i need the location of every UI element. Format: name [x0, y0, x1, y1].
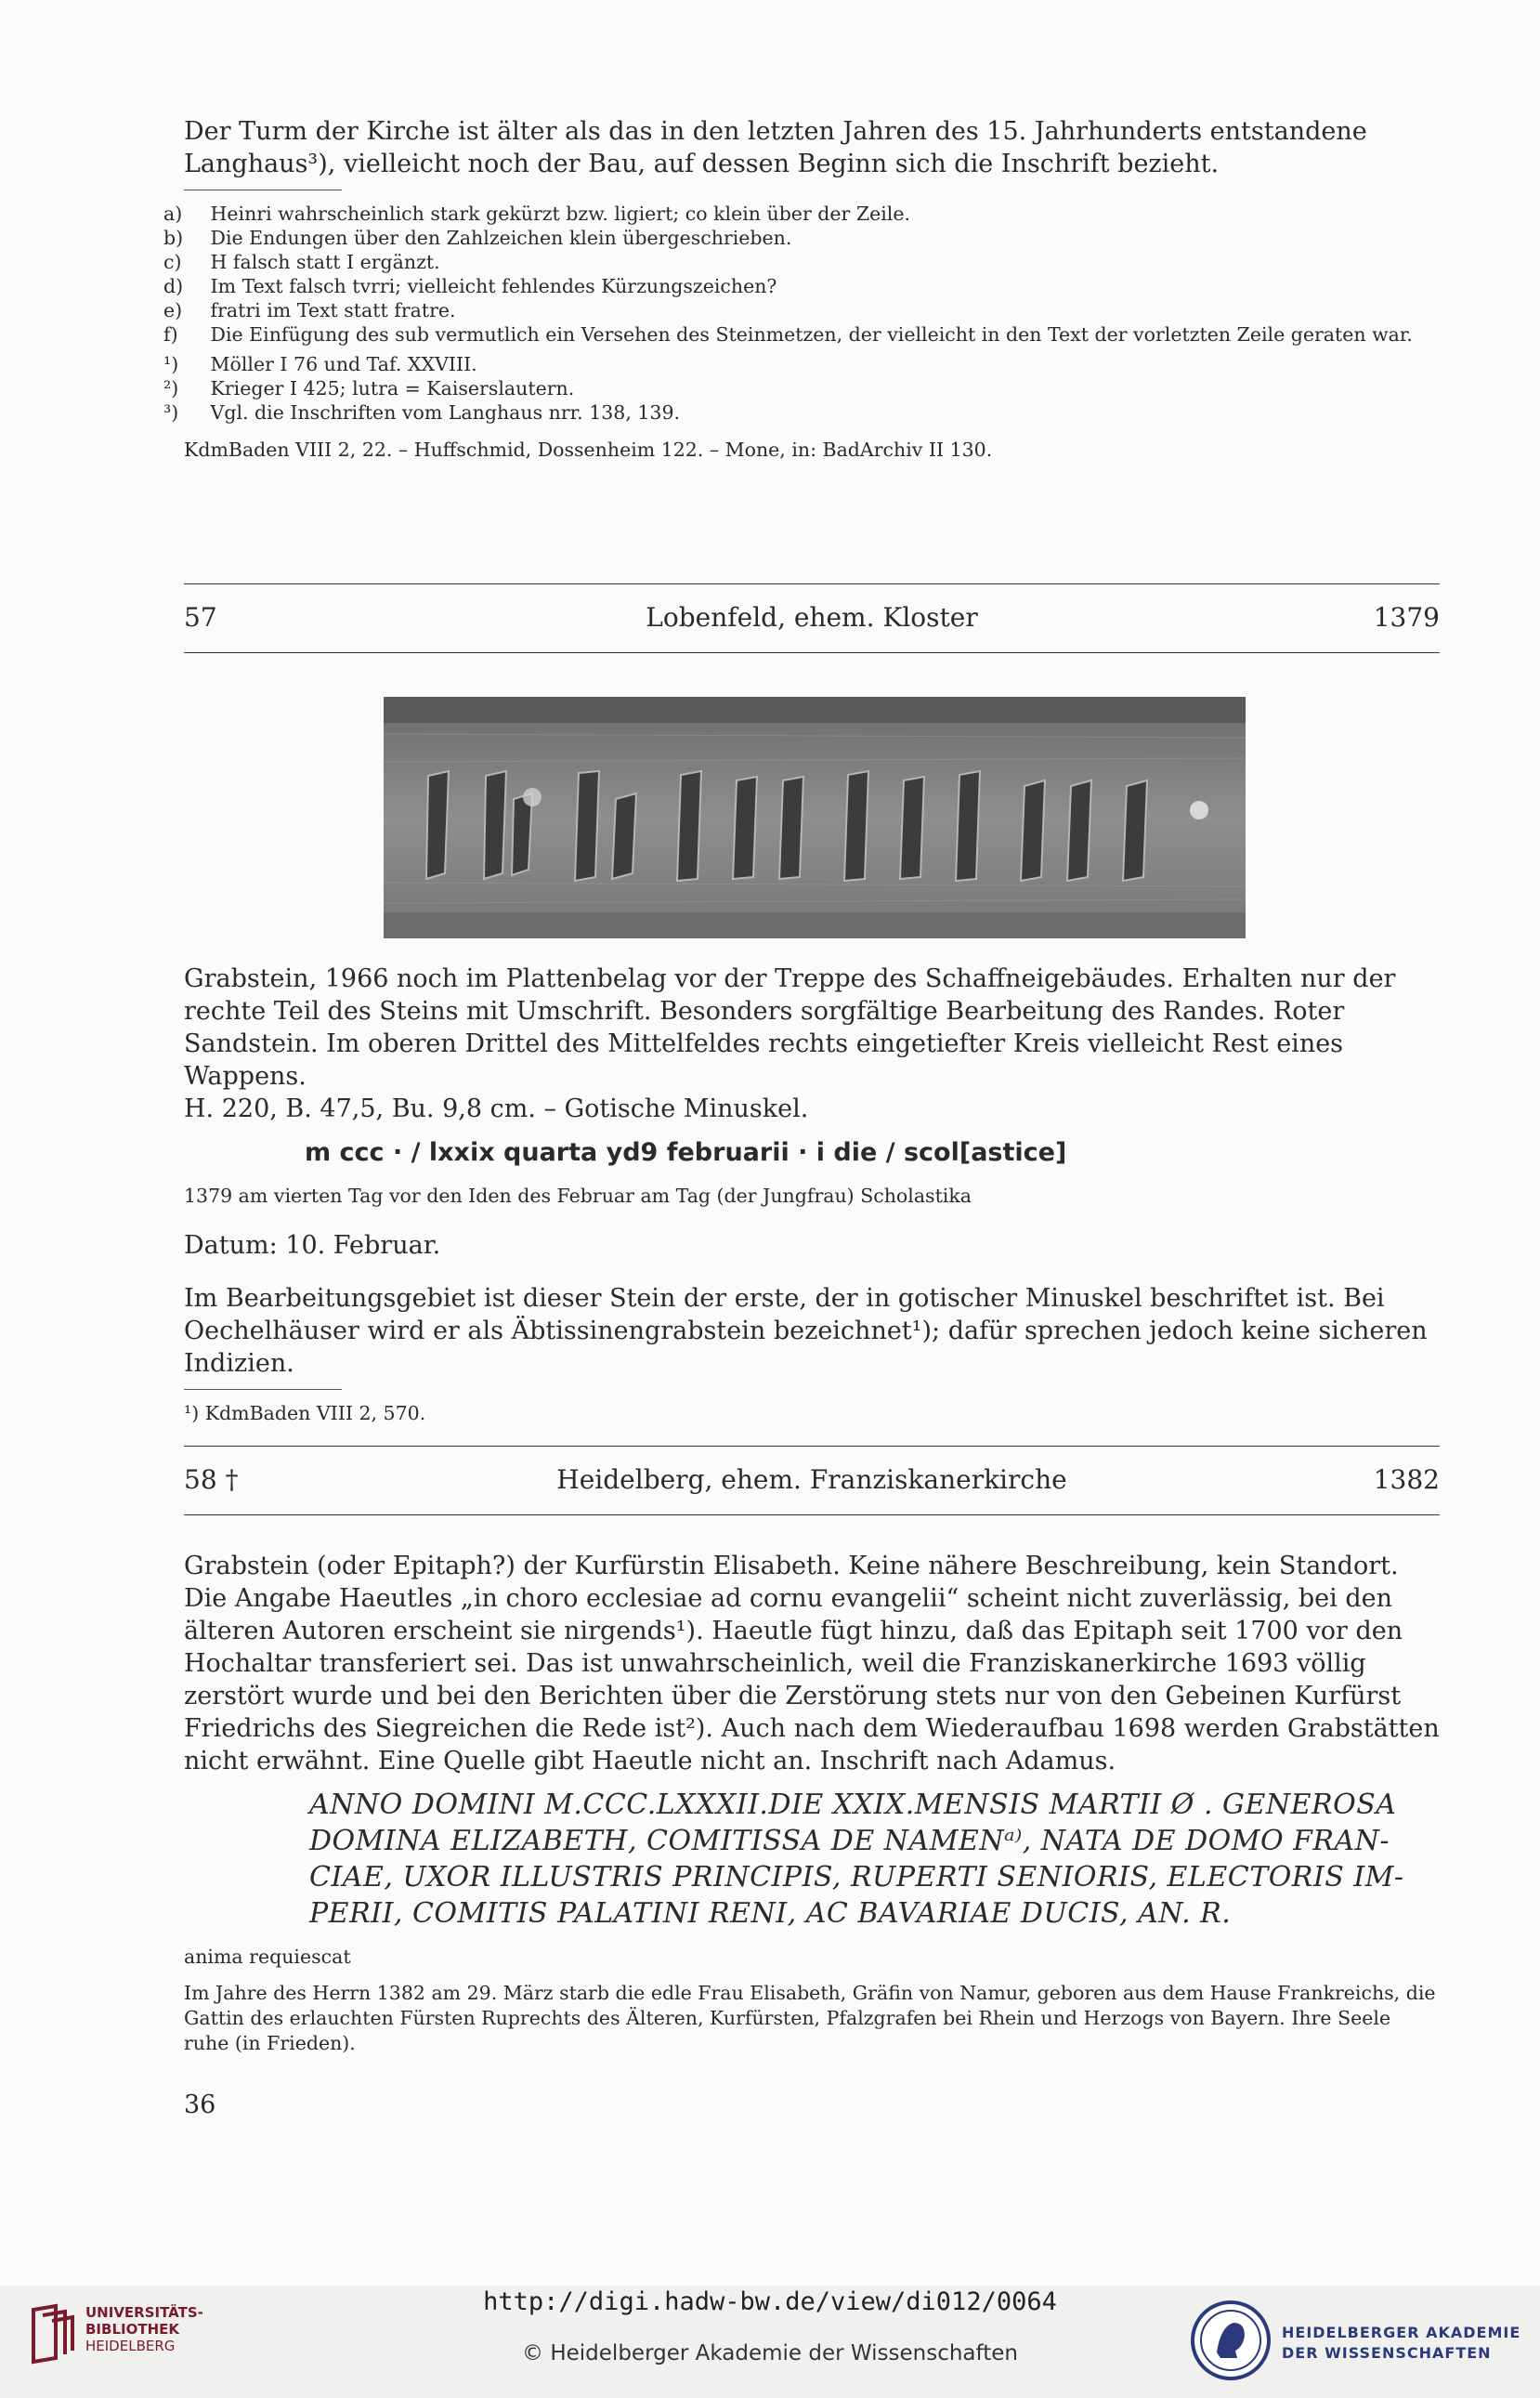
entry58-number: 58 † — [184, 1464, 239, 1495]
entry57-year: 1379 — [1373, 602, 1440, 633]
entry58-top-rule — [184, 1446, 1440, 1447]
library-logo-line1: UNIVERSITÄTS- — [85, 2304, 203, 2321]
footnote-text: Krieger I 425; lutra = Kaiserslautern. — [210, 377, 575, 400]
entry58-translation: Im Jahre des Herrn 1382 am 29. März starb die edle Frau Elisabeth, Gräfin von Namur, geboren aus dem Hause Frankreichs, die Gattin des erlauchten Fürsten Ruprechts des Älteren, Kurfürsten, Pfalzgrafen bei Rhein und Herzogs von Bayern. Ihre Seele ruhe (in Frieden). — [184, 1982, 1436, 2054]
footnote-text: Im Text falsch tvrri; vielleicht fehlendes Kürzungszeichen? — [210, 275, 777, 297]
entry58-anima: anima requiescat — [184, 1946, 351, 1968]
top-paragraph: Der Turm der Kirche ist älter als das in den letzten Jahren des 15. Jahrhunderts entstandene Langhaus³), vielleicht noch der Bau, auf dessen Beginn sich die Inschrift bezieht. — [184, 117, 1367, 178]
footnote-text: Heinri wahrscheinlich stark gekürzt bzw. ligiert; co klein über der Zeile. — [210, 203, 910, 225]
entry57-bottom-rule — [184, 652, 1440, 653]
source-url[interactable]: http://digi.hadw-bw.de/view/di012/0064 — [483, 2287, 1057, 2316]
inscription-line: CIAE, UXOR ILLUSTRIS PRINCIPIS, RUPERTI SENIORIS, ELECTORIS IM- — [309, 1861, 1404, 1894]
entry57-footnote-rule — [184, 1389, 342, 1390]
entry58-header — [184, 1464, 1440, 1501]
footnote-key: ¹) — [163, 353, 179, 375]
footnote-item — [163, 202, 1440, 226]
entry57-place: Lobenfeld, ehem. Kloster — [646, 602, 978, 633]
footer-bar — [0, 2286, 1540, 2398]
footnote-item — [163, 250, 1440, 274]
footnote-item — [163, 298, 1440, 322]
entry57-measures: H. 220, B. 47,5, Bu. 9,8 cm. – Gotische Minuskel. — [184, 1094, 809, 1123]
footnote-key: c) — [163, 251, 182, 273]
entry57-description: Grabstein, 1966 noch im Plattenbelag vor der Treppe des Schaffneigebäudes. Erhalten nur der rechte Teil des Steins mit Umschrift. Besonders sorgfältige Bearbeitung des Randes. Roter Sandstein. Im oberen Drittel des Mittelfeldes rechts eingetiefter Kreis vielleicht Rest eines Wappens. — [184, 964, 1396, 1091]
inscription-line: DOMINA ELIZABETH, COMITISSA DE NAMENᵃ⁾, NATA DE DOMO FRAN- — [309, 1825, 1390, 1857]
footnote-key: e) — [163, 299, 183, 321]
entry58-place: Heidelberg, ehem. Franziskanerkirche — [556, 1464, 1067, 1495]
entry58-body — [184, 1550, 1440, 2056]
footnote-item — [163, 274, 1440, 298]
entry57-footnote: ¹) KdmBaden VIII 2, 570. — [184, 1402, 426, 1424]
footnote-key: a) — [163, 203, 183, 225]
inscription-line: PERII, COMITIS PALATINI RENI, AC BAVARIAE DUCIS, AN. R. — [309, 1897, 1232, 1930]
inscription-line: ANNO DOMINI M.CCC.LXXXII.DIE XXIX.MENSIS MARTII Ø . GENEROSA — [309, 1789, 1397, 1821]
footnote-text: fratri im Text statt fratre. — [210, 299, 456, 321]
footnote-text: Möller I 76 und Taf. XXVIII. — [210, 353, 477, 375]
entry57-header — [184, 602, 1440, 639]
footnote-text: Die Einfügung des sub vermutlich ein Versehen des Steinmetzen, der vielleicht in den Text der vorletzten Zeile geraten war. — [210, 323, 1413, 346]
page-number: 36 — [184, 2090, 216, 2119]
entry58-bottom-rule — [184, 1514, 1440, 1515]
footnote-item — [163, 376, 1440, 400]
copyright-notice: © Heidelberger Akademie der Wissenschaften — [522, 2341, 1018, 2365]
entry57-translation: 1379 am vierten Tag vor den Iden des Februar am Tag (der Jungfrau) Scholastika — [184, 1185, 972, 1207]
footnote-text: H falsch statt I ergänzt. — [210, 251, 440, 273]
academy-logo-line2: DER WISSENSCHAFTEN — [1282, 2344, 1492, 2362]
entry57-comment: Im Bearbeitungsgebiet ist dieser Stein der erste, der in gotischer Minuskel beschriftet ist. Bei Oechelhäuser wird er als Äbtissinengrabstein bezeichnet¹); dafür sprechen jedoch keine sicheren Indizien. — [184, 1284, 1428, 1378]
footnote-text: Vgl. die Inschriften vom Langhaus nrr. 138, 139. — [210, 401, 681, 424]
footnote-key: d) — [163, 275, 184, 297]
library-logo-line3: HEIDELBERG — [85, 2338, 176, 2354]
footnote-key: ³) — [163, 401, 179, 424]
entry57-top-rule — [184, 583, 1440, 584]
top-section — [163, 115, 1440, 463]
gravestone-photo — [384, 697, 1246, 938]
academy-seal-icon — [1189, 2299, 1272, 2382]
academy-logo-line1: HEIDELBERGER AKADEMIE — [1282, 2324, 1521, 2341]
library-logo-line2: BIBLIOTHEK — [85, 2321, 179, 2338]
entry57-body — [184, 963, 1440, 1425]
entry58-inscription — [309, 1787, 1440, 1932]
entry58-year: 1382 — [1373, 1464, 1440, 1495]
footnote-item — [163, 226, 1440, 250]
footnote-item — [163, 400, 1440, 425]
letter-footnotes — [163, 202, 1440, 347]
footnote-key: b) — [163, 227, 184, 249]
entry57-date: Datum: 10. Februar. — [184, 1231, 441, 1260]
footnote-item — [163, 352, 1440, 376]
entry57-number: 57 — [184, 602, 217, 633]
footnote-key: f) — [163, 323, 178, 346]
academy-logo[interactable] — [1189, 2299, 1523, 2382]
literature-previous: KdmBaden VIII 2, 22. – Huffschmid, Dossenheim 122. – Mone, in: BadArchiv II 130. — [184, 439, 993, 461]
entry57-inscription: m ccc · / lxxix quarta yd9 februarii · i die / scol[astice] — [305, 1138, 1067, 1167]
entry58-description: Grabstein (oder Epitaph?) der Kurfürstin Elisabeth. Keine nähere Beschreibung, kein Standort. Die Angabe Haeutles „in choro ecclesiae ad cornu evangelii“ scheint nicht zuverlässig, bei den älteren Autoren erscheint sie nirgends¹). Haeutle fügt hinzu, daß das Epitaph seit 1700 vor den Hochaltar transferiert sei. Das ist unwahrscheinlich, weil die Franziskanerkirche 1693 völlig zerstört wurde und bei den Berichten über die Zerstörung stets nur von den Gebeinen Kurfürst Friedrichs des Siegreichen die Rede ist²). Auch nach dem Wiederaufbau 1698 werden Grabstätten nicht erwähnt. Eine Quelle gibt Haeutle nicht an. Inschrift nach Adamus. — [184, 1552, 1440, 1776]
footnote-item — [163, 322, 1440, 347]
footnote-key: ²) — [163, 377, 179, 400]
number-footnotes — [163, 352, 1440, 425]
footnote-text: Die Endungen über den Zahlzeichen klein übergeschrieben. — [210, 227, 792, 249]
